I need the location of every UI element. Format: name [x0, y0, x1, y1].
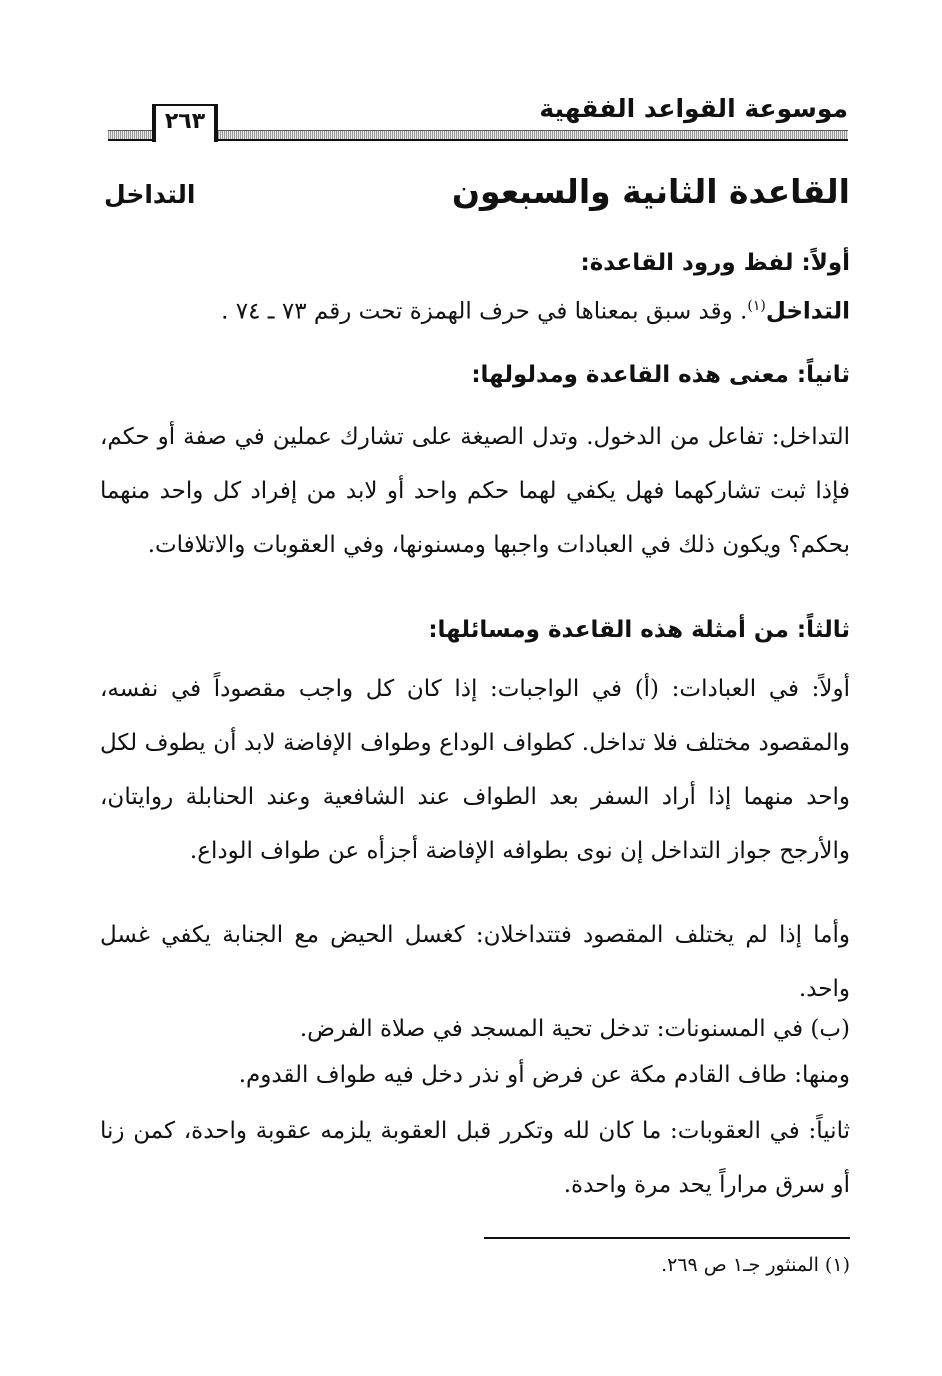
section-heading-3: ثالثاً: من أمثلة هذه القاعدة ومسائلها: — [428, 617, 850, 643]
section2-paragraph: التداخل: تفاعل من الدخول. وتدل الصيغة على تشارك عملين في صفة أو حكم، فإذا ثبت تشاركهما فهل يكفي لهما حكم واحد أو لابد من إفراد كل واحد منهما بحكم؟ ويكون ذلك في العبادات واجبها ومسنونها، وفي العقوبات والاتلافات. — [100, 424, 850, 558]
rule-title: القاعدة الثانية والسبعون — [451, 172, 850, 211]
defined-term: التداخل — [765, 298, 850, 325]
section3-paragraph-2: وأما إذا لم يختلف المقصود فتتداخلان: كغسل الحيض مع الجنابة يكفي غسل واحد. — [100, 922, 850, 1002]
section-heading-2: ثانياً: معنى هذه القاعدة ومدلولها: — [471, 362, 850, 388]
rule-name: التداخل — [104, 180, 196, 209]
section1-text: . وقد سبق بمعناها في حرف الهمزة تحت رقم ٧٣ ـ ٧٤ . — [221, 298, 748, 325]
section-heading-1: أولاً: لفظ ورود القاعدة: — [580, 250, 850, 276]
header-rule — [108, 130, 848, 141]
section3-paragraph-1: أولاً: في العبادات: (أ) في الواجبات: إذا كان كل واجب مقصوداً في نفسه، والمقصود مختلف فلا تداخل. كطواف الوداع وطواف الإفاضة لابد أن يطوف لكل واحد منهما إذا أراد السفر بعد الطواف عند الشافعية وعند الحنابلة روايتان، والأرجح جواز التداخل إن نوى بطوافه الإفاضة أجزأه عن طواف الوداع. — [100, 676, 850, 864]
footnote-rule — [484, 1237, 850, 1239]
page-number: ٢٦٣ — [152, 104, 218, 138]
section3-line-b: (ب) في المسنونات: تدخل تحية المسجد في صلاة الفرض. — [299, 1016, 850, 1042]
running-header — [108, 92, 848, 150]
section3-line-minha: ومنها: طاف القادم مكة عن فرض أو نذر دخل فيه طواف القدوم. — [238, 1062, 850, 1088]
section3-paragraph-3: ثانياً: في العقوبات: ما كان لله وتكرر قبل العقوبة يلزمه عقوبة واحدة، كمن زنا أو سرق مراراً يحد مرة واحدة. — [100, 1118, 850, 1198]
footnote-1: (١) المنثور جـ١ ص ٢٦٩. — [661, 1254, 850, 1276]
book-title: موسوعة القواعد الفقهية — [539, 94, 848, 123]
footnote-marker: (١) — [747, 298, 766, 314]
section1-line — [221, 298, 850, 325]
